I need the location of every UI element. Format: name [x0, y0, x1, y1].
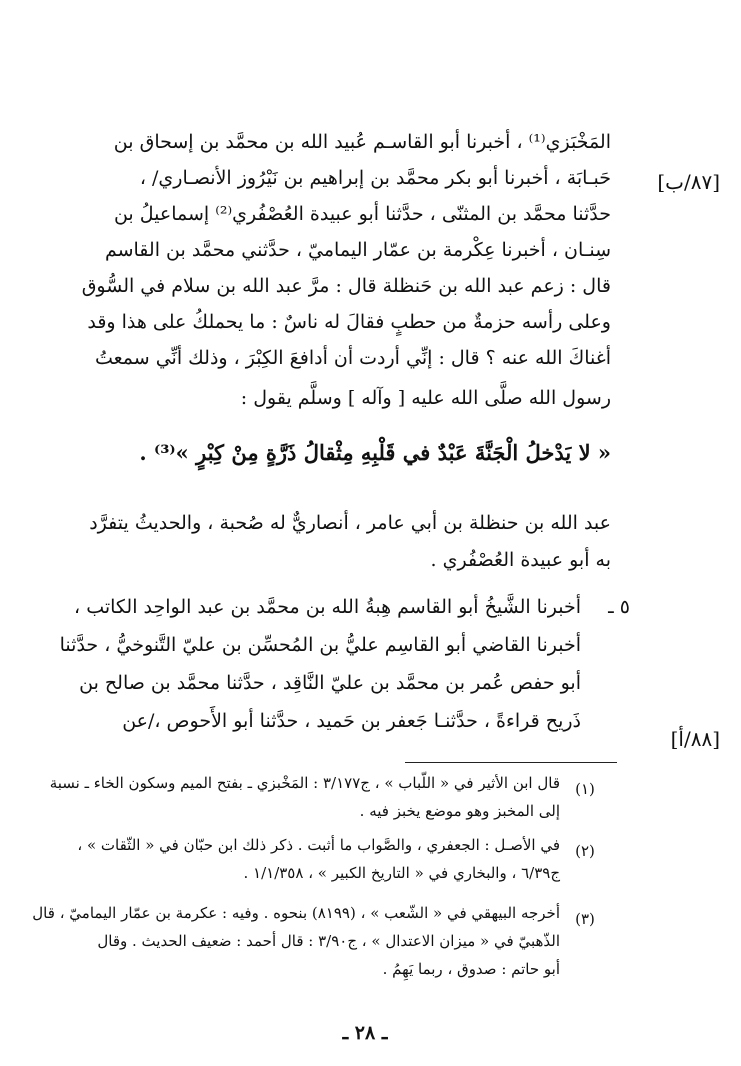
footnote-number: (١)	[575, 780, 595, 798]
item-number: ٥ ـ	[608, 596, 630, 618]
footnote-line: أخرجه البيهقي في « الشّعب » ، (٨١٩٩) بنحوه . وفيه : عكرمة بن عمّار اليماميّ ، قال	[32, 904, 560, 922]
item-line: أبو حفص عُمر بن محمَّد بن عليّ النَّاقِد ، حدَّثنا محمَّد بن صالح بن	[79, 672, 581, 694]
item-line: أخبرنا القاضي أبو القاسِم عليُّ بن المُحسِّن بن عليّ التَّنوخيُّ ، حدَّثنا	[59, 634, 581, 656]
body-line: أغناكَ الله عنه ؟ قال : إنِّي أردت أن أدافعَ الكِبْرَ ، وذلك أنِّي سمعتُ	[94, 347, 611, 369]
page-number: ـ ٢٨ ـ	[342, 1022, 388, 1044]
folio-reference: [٨٨/أ]	[670, 727, 720, 751]
item-line: ذَريح قراءةً ، حدَّثنـا جَعفر بن حَميد ، حدَّثنا أبو الأَحوص ،/عن	[122, 710, 581, 732]
body-line: حَبـابَة ، أخبرنا أبو بكر محمَّد بن إبراهيم بن نَيْرُوز الأنصـاري/ ،	[139, 167, 611, 189]
commentary-line: به أبو عبيدة العُصْفُري .	[430, 549, 611, 571]
footnote-line: ج٦/٣٩ ، والبخاري في « التاريخ الكبير » ، ١/١/٣٥٨ .	[243, 864, 560, 882]
footnote-divider	[405, 762, 617, 763]
footnote-line: الذّهبيّ في « ميزان الاعتدال » ، ج٣/٩٠ : قال أحمد : ضعيف الحديث . وقال	[97, 932, 560, 950]
hadith-quote: « لا يَدْخلُ الْجَنَّةَ عَبْدٌ في قَلْبِهِ مِثْقالُ ذَرَّةٍ مِنْ كِبْرٍ »⁽³⁾ .	[139, 440, 611, 465]
folio-reference: [٨٧/ب]	[657, 170, 720, 194]
body-line: حدَّثنا محمَّد بن المثنّى ، حدَّثنا أبو عبيدة العُصْفُري⁽²⁾ إسماعيلُ بن	[113, 203, 611, 225]
footnote-number: (٣)	[575, 910, 595, 928]
footnote-line: أبو حاتم : صدوق ، ربما يَهِمُ .	[382, 960, 560, 978]
body-line: رسول الله صلَّى الله عليه [ وآله ] وسلَّم يقول :	[240, 387, 611, 409]
footnote-number: (٢)	[575, 842, 595, 860]
item-line: أخبرنا الشَّيخُ أبو القاسم هِبةُ الله بن محمَّد بن عبد الواحِد الكاتب ،	[74, 596, 581, 618]
body-line: وعلى رأسه حزمةٌ من حطبٍ فقالَ له ناسٌ : ما يحملكُ على هذا وقد	[87, 311, 611, 333]
body-line: المَخْبَزي⁽¹⁾ ، أخبرنا أبو القاسـم عُبيد الله بن محمَّد بن إسحاق بن	[113, 131, 611, 153]
footnote-line: في الأصـل : الجعفري ، والصَّواب ما أثبت . ذكر ذلك ابن حبّان في « الثّقات » ،	[77, 836, 560, 854]
commentary-line: عبد الله بن حنظلة بن أبي عامر ، أنصاريٌّ له صُحبة ، والحديثُ يتفرَّد	[89, 512, 611, 534]
body-line: قال : زعم عبد الله بن حَنظلة قال : مرَّ عبد الله بن سلام في السُّوق	[81, 275, 611, 297]
footnote-line: إلى المخبز وهو موضع يخبز فيه .	[359, 802, 560, 820]
footnote-line: قال ابن الأثير في « اللّباب » ، ج٣/١٧٧ : المَخْبزي ـ بفتح الميم وسكون الخاء ـ نسبة	[49, 774, 560, 792]
body-line: سِنـان ، أخبرنا عِكْرمة بن عمّار اليماميّ ، حدَّثني محمَّد بن القاسم	[104, 239, 611, 261]
